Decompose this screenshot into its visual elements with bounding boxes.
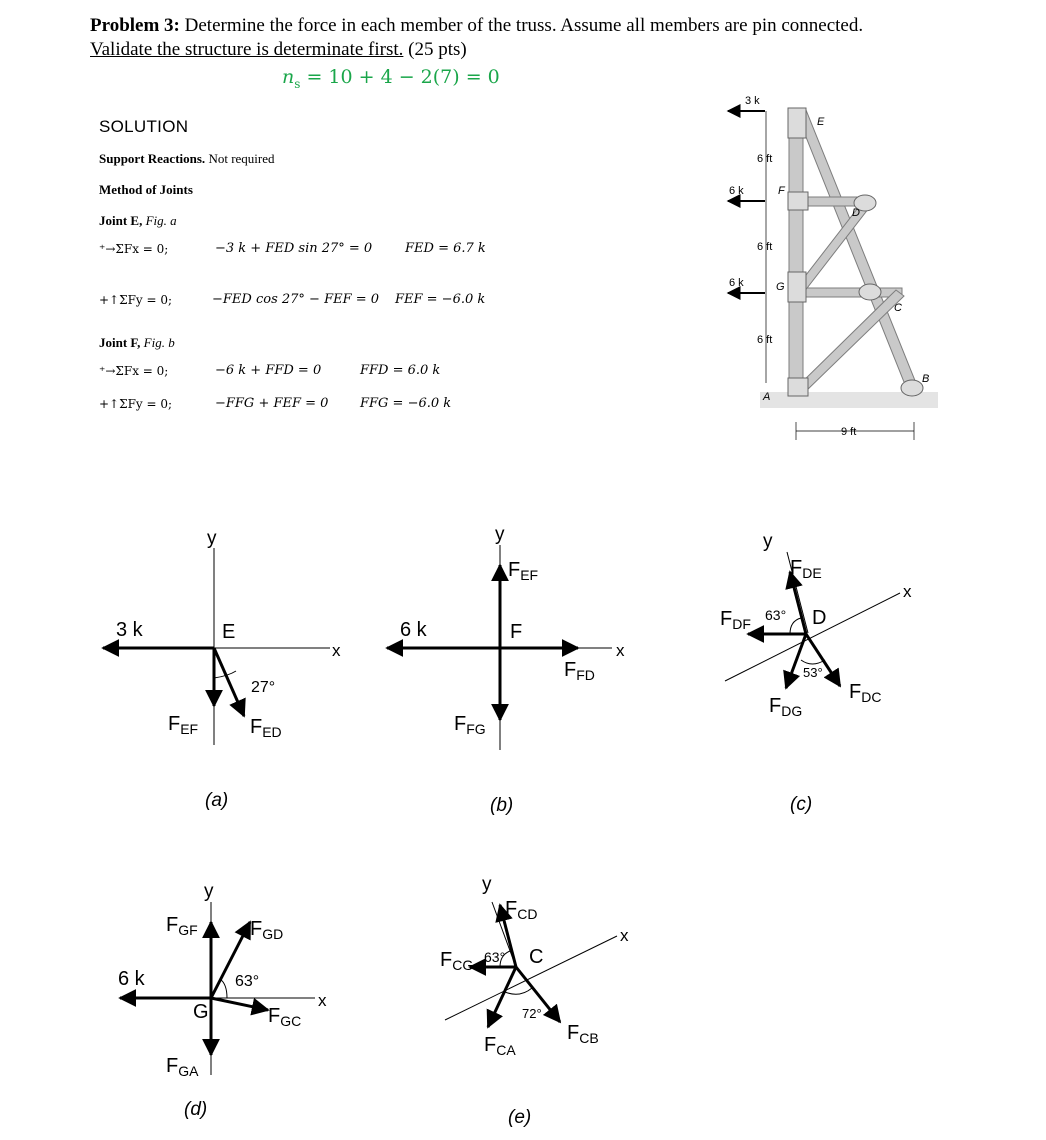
sum-fy-e: +↑ΣFy = 0; <box>99 293 173 307</box>
label-FGC: $F_{GC}$ <box>268 1005 302 1029</box>
label-FGD: $F_{GD}$ <box>250 918 284 942</box>
angle-72: 72° <box>522 1006 542 1021</box>
res-e-1: FED = 6.7 k <box>405 241 486 256</box>
svg-text:y: y <box>495 524 505 545</box>
eq-e-1: −3 k + FED sin 27° = 0 <box>215 241 373 256</box>
fbd-e <box>440 874 629 1128</box>
angle-63-c: 63° <box>765 607 787 623</box>
svg-text:y: y <box>482 874 492 895</box>
truss-figure <box>720 88 940 440</box>
arrow-FGC <box>211 998 268 1010</box>
eq-f-1: −6 k + FFD = 0 <box>215 363 322 378</box>
fbd-b <box>387 524 625 816</box>
label-FED: $F_{ED}$ <box>250 716 282 740</box>
points-text: (25 pts) <box>403 39 467 60</box>
validate-text: Validate the structure is determinate first. <box>90 39 404 60</box>
label-FEF: $F_{EF}$ <box>168 713 199 737</box>
label-dim-base: 9 ft <box>841 426 857 438</box>
fbd-c <box>720 531 912 815</box>
sum-fx-e: ⁺→ΣFx = 0; <box>99 242 169 256</box>
free-body-diagrams <box>0 500 1046 1140</box>
label-dim-2: 6 ft <box>757 241 773 253</box>
label-FDG: $F_{DG}$ <box>769 695 803 719</box>
angle-63-e: 63° <box>484 949 506 965</box>
fbd-d <box>118 881 327 1120</box>
svg-text:x: x <box>318 991 327 1010</box>
label-FCA: $F_{CA}$ <box>484 1034 516 1058</box>
eq-f-2: −FFG + FEF = 0 <box>215 396 329 411</box>
label-FDC: $F_{DC}$ <box>849 681 882 705</box>
caption-b: (b) <box>490 795 514 816</box>
caption-c: (c) <box>790 794 813 815</box>
node-F: F <box>778 185 785 197</box>
label-3k: 3 k <box>116 619 143 641</box>
label-FCG: $F_{CG}$ <box>440 949 474 973</box>
label-C: C <box>529 946 544 968</box>
svg-text:x: x <box>620 926 629 945</box>
svg-text:x: x <box>616 641 625 660</box>
label-FGF: $F_{GF}$ <box>166 914 198 938</box>
joint-f-heading: Joint F, Fig. b <box>99 335 175 350</box>
res-f-1: FFD = 6.0 k <box>360 363 441 378</box>
determinacy-equation: $n_s = 10 + 4 - 2(7) = 0$ <box>282 66 500 91</box>
svg-text:y: y <box>204 881 214 902</box>
label-F: F <box>510 621 523 643</box>
problem-statement <box>90 14 863 62</box>
label-FFG: $F_{FG}$ <box>454 713 486 737</box>
member-EB <box>796 110 918 392</box>
member-EA <box>789 110 803 396</box>
node-G: G <box>776 281 785 293</box>
label-FGA: $F_{GA}$ <box>166 1055 199 1079</box>
problem-label: Problem 3: <box>90 15 180 36</box>
angle-63-d: 63° <box>235 973 260 990</box>
caption-d: (d) <box>184 1099 208 1120</box>
res-f-2: FFG = −6.0 k <box>360 396 452 411</box>
caption-a: (a) <box>205 790 229 811</box>
label-FCB: $F_{CB}$ <box>567 1022 599 1046</box>
arrow-FED <box>214 648 244 716</box>
eq-e-2: −FED cos 27° − FEF = 0 <box>212 292 380 307</box>
node-B: B <box>922 373 930 385</box>
problem-text: Determine the force in each member of the truss. Assume all members are pin connected. <box>179 15 864 36</box>
solution-heading: SOLUTION <box>99 117 189 136</box>
label-dim-3: 6 ft <box>757 334 773 346</box>
label-FFD: $F_{FD}$ <box>564 659 595 683</box>
svg-text:y: y <box>207 528 217 549</box>
node-A: A <box>763 391 771 403</box>
angle-27: 27° <box>251 679 276 696</box>
label-E: E <box>222 621 236 643</box>
label-FEF-b: $F_{EF}$ <box>508 559 539 583</box>
label-FCD: $F_{CD}$ <box>505 898 538 922</box>
label-dim-1: 6 ft <box>757 153 773 165</box>
label-FDE: $F_{DE}$ <box>790 557 822 581</box>
svg-text:x: x <box>903 582 912 601</box>
node-D: D <box>852 207 860 219</box>
label-D: D <box>812 607 827 629</box>
fbd-a <box>103 528 341 811</box>
sum-fx-f: ⁺→ΣFx = 0; <box>99 364 169 378</box>
node-C: C <box>894 302 902 314</box>
angle-53: 53° <box>803 665 823 680</box>
node-E: E <box>817 116 825 128</box>
svg-text:x: x <box>332 641 341 660</box>
res-e-2: FEF = −6.0 k <box>395 292 486 307</box>
support-reactions: Support Reactions. Not required <box>99 151 275 166</box>
label-load-mid: 6 k <box>729 185 744 197</box>
label-load-top: 3 k <box>745 95 760 107</box>
label-6k-d: 6 k <box>118 968 145 990</box>
joint-e-heading: Joint E, Fig. a <box>99 213 177 228</box>
svg-text:y: y <box>763 531 773 552</box>
truss-members <box>789 110 918 396</box>
sum-fy-f: +↑ΣFy = 0; <box>99 397 173 411</box>
label-FDF: $F_{DF}$ <box>720 608 751 632</box>
label-load-low: 6 k <box>729 277 744 289</box>
caption-e: (e) <box>508 1107 532 1128</box>
label-G: G <box>193 1001 209 1023</box>
method-of-joints: Method of Joints <box>99 182 193 197</box>
label-6k-b: 6 k <box>400 619 427 641</box>
member-GC <box>792 288 902 297</box>
